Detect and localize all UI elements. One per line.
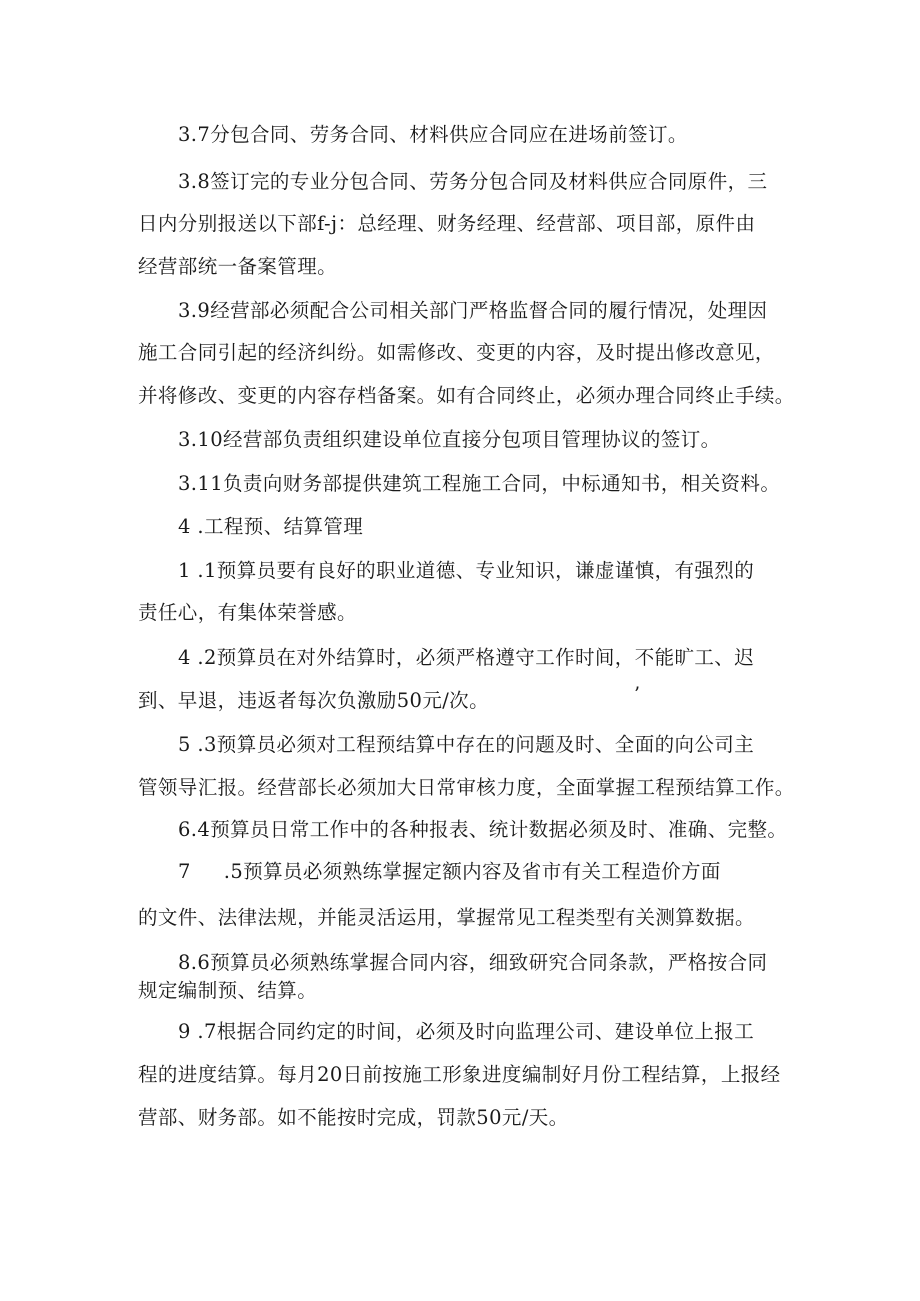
paragraph-4-3: 5 .3预算员必须对工程预结算中存在的问题及时、全面的向公司主 <box>178 733 755 756</box>
stray-mark: ’ <box>634 683 641 705</box>
paragraph-4-4: 6.4预算员日常工作中的各种报表、统计数据必须及时、准确、完整。 <box>178 818 788 841</box>
paragraph-4-5-cont: 的文件、法律法规，并能灵活运用，掌握常见工程类型有关测算数据。 <box>138 906 755 929</box>
paragraph-3-11: 3.11负责向财务部提供建筑工程施工合同，中标通知书，相关资料。 <box>178 472 781 495</box>
paragraph-4-2: 4 .2预算员在对外结算时，必须严格遵守工作时间，不能旷工、迟 <box>178 646 755 669</box>
paragraph-4-6-cont: 规定编制预、结算。 <box>138 979 318 1002</box>
paragraph-4-5: 7 .5预算员必须熟练掌握定额内容及省市有关工程造价方面 <box>178 860 721 883</box>
paragraph-3-8: 3.8签订完的专业分包合同、劳务分包合同及材料供应合同原件，三 <box>178 170 768 193</box>
paragraph-4-3-cont: 管领导汇报。经营部长必须加大日常审核力度，全面掌握工程预结算工作。 <box>138 776 795 799</box>
paragraph-4-2-cont: 到、早退，违返者每次负激励50元/次。 <box>138 689 489 712</box>
paragraph-4-6: 8.6预算员必须熟练掌握合同内容，细致研究合同条款，严格按合同 <box>178 951 768 974</box>
paragraph-3-9: 3.9经营部必须配合公司相关部门严格监督合同的履行情况，处理因 <box>178 299 768 322</box>
paragraph-4-1-cont: 责任心，有集体荣誉感。 <box>138 601 357 624</box>
paragraph-3-8-cont-2: 经营部统一备案管理。 <box>138 255 338 278</box>
paragraph-4-7: 9 .7根据合同约定的时间，必须及时向监理公司、建设单位上报工 <box>178 1020 755 1043</box>
paragraph-3-8-cont-1: 日内分别报送以下部f-j：总经理、财务经理、经营部、项目部，原件由 <box>138 212 756 235</box>
paragraph-4-7-cont-2: 营部、财务部。如不能按时完成，罚款50元/天。 <box>138 1106 569 1129</box>
paragraph-3-9-cont-1: 施工合同引起的经济纠纷。如需修改、变更的内容，及时提出修改意见， <box>138 341 775 364</box>
section-heading-4: 4 .工程预、结算管理 <box>178 515 364 538</box>
paragraph-4-1: 1 .1预算员要有良好的职业道德、专业知识，谦虚谨慎，有强烈的 <box>178 559 755 582</box>
paragraph-3-10: 3.10经营部负责组织建设单位直接分包项目管理协议的签订。 <box>178 428 721 451</box>
paragraph-4-7-cont-1: 程的进度结算。每月20日前按施工形象进度编制好月份工程结算，上报经 <box>138 1063 781 1086</box>
paragraph-3-7: 3.7分包合同、劳务合同、材料供应合同应在进场前签订。 <box>178 123 688 146</box>
paragraph-3-9-cont-2: 并将修改、变更的内容存档备案。如有合同终止，必须办理合同终止手续。 <box>138 384 795 407</box>
